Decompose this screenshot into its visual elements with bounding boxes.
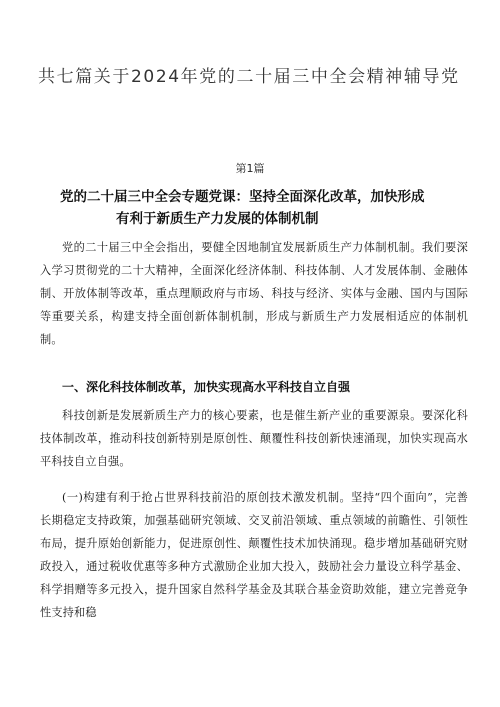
document-title: 共七篇关于2024年党的二十届三中全会精神辅导党 <box>38 67 460 87</box>
article-title-line-1: 党的二十届三中全会专题党课：坚持全面深化改革，加快形成 <box>60 189 425 205</box>
paragraph-subsection-1: (一)构建有利于抢占世界科技前沿的原创技术激发机制。坚持“四个面向”，完善长期稳定支持政策，加强基础研究领域、交叉前沿领域、重点领域的前瞻性、引领性布局，提升原始创新能力，促进原创性、颠覆性技术加快涌现。稳步增加基础研究财政投入，通过税收优惠等多种方式激励企业加大投入，鼓励社会力量设立科学基金、科学捐赠等多元投入，提升国家自然科学基金及其联合基金资助效能，建立完善竞争性支持和稳 <box>40 491 468 619</box>
section-heading: 一、深化科技体制改革，加快实现高水平科技自立自强 <box>62 380 351 394</box>
paragraph-section-intro: 科技创新是发展新质生产力的核心要素，也是催生新产业的重要源泉。要深化科技体制改革，推动科技创新特别是原创性、颠覆性科技创新快速涌现，加快实现高水平科技自立自强。 <box>40 409 468 468</box>
article-title <box>60 186 470 230</box>
part-label: 第1篇 <box>235 162 265 175</box>
article-title-line-2: 有利于新质生产力发展的体制机制 <box>116 211 319 227</box>
paragraph-intro: 党的二十届三中全会指出，要健全因地制宜发展新质生产力体制机制。我们要深入学习贯彻党的二十大精神，全面深化经济体制、科技体制、人才发展体制、金融体制、开放体制等改革，重点理顺政府与市场、科技与经济、实体与金融、国内与国际等重要关系，构建支持全面创新体制机制，形成与新质生产力发展相适应的体制机制。 <box>40 241 468 346</box>
